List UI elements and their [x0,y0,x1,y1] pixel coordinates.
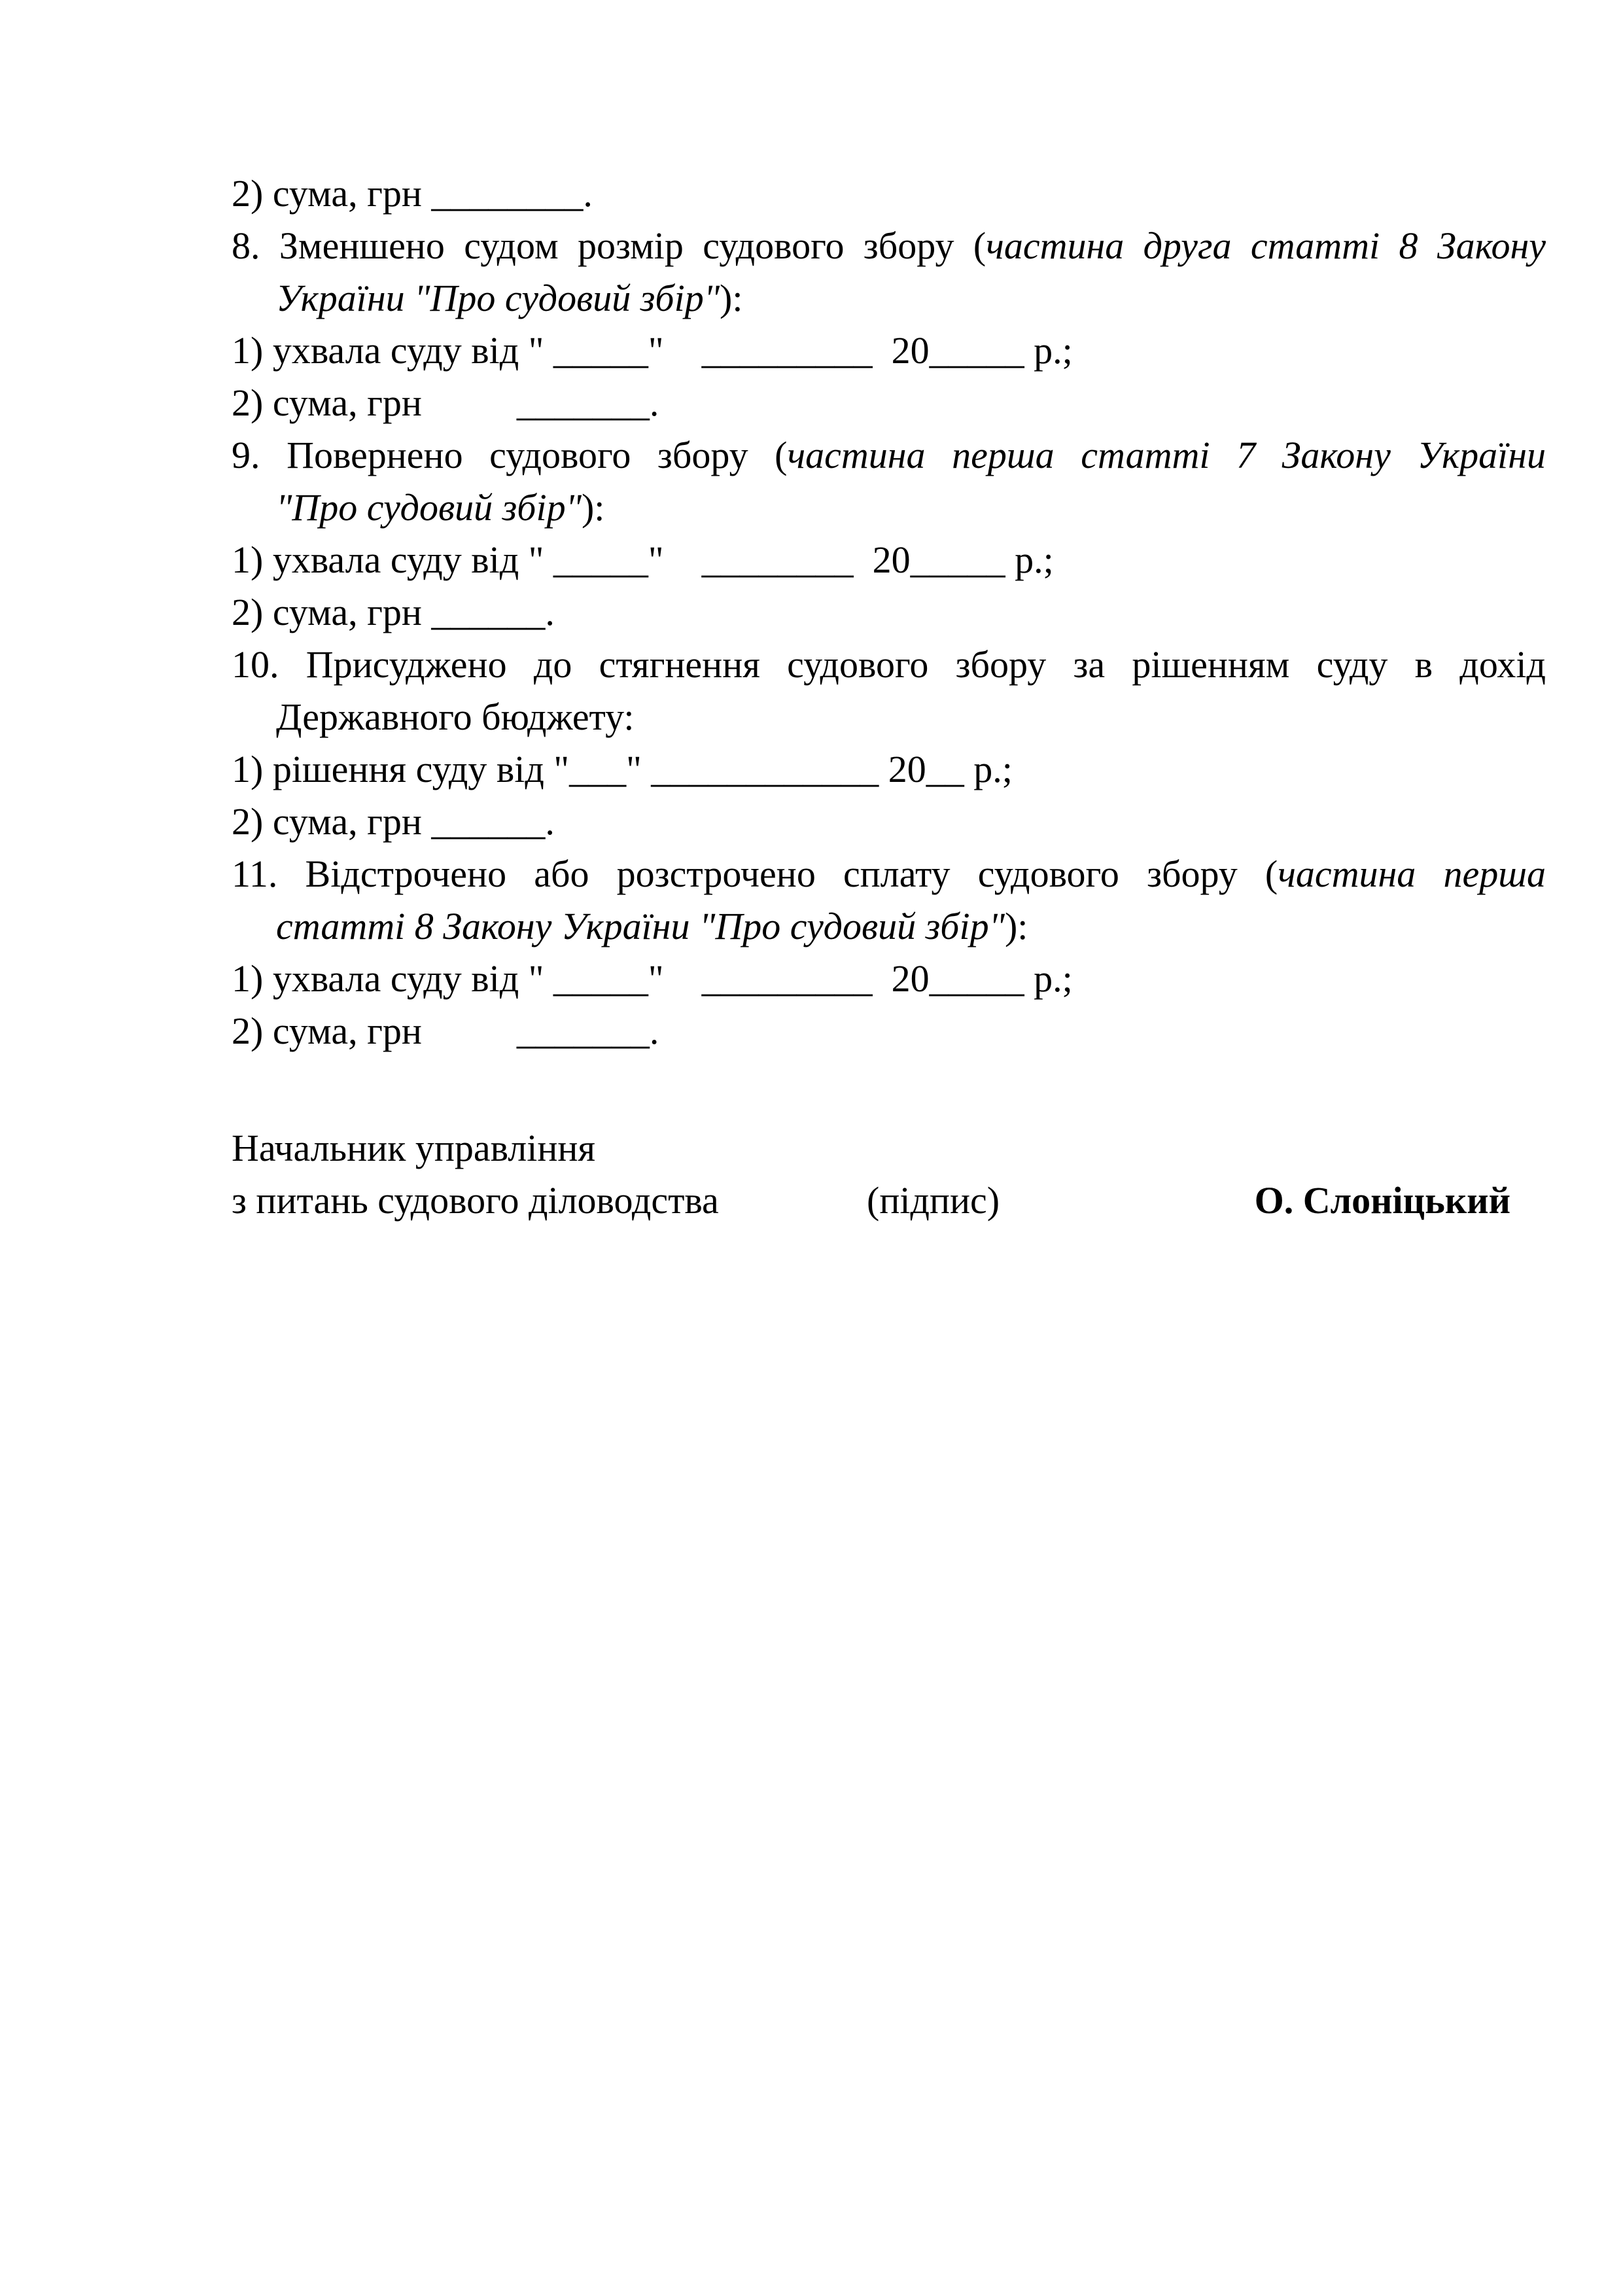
text-segment: ): [720,277,743,319]
text-segment: 11. Відстрочено або розстрочено сплату судового збору ( [232,853,1278,895]
sum-line-top: 2) сума, грн ________. [232,172,593,215]
signature-placeholder: (підпис) [867,1179,1000,1222]
item11-ruling-date-line: 1) ухвала суду від " _____" _________ 20_____ р.; [232,957,1073,1000]
text-segment: Державного бюджету: [276,696,635,738]
item8-ruling-date-line: 1) ухвала суду від " _____" _________ 20_____ р.; [232,329,1073,372]
item10-sum-line: 2) сума, грн ______. [232,800,555,843]
text-segment: 9. Повернено судового збору ( [232,434,788,476]
item10-decision-date-line: 1) рішення суду від "___" ____________ 20__ р.; [232,748,1013,790]
legal-reference-italic: України "Про судовий збір" [276,277,720,319]
item11-title-line2 [232,900,1546,953]
item11-sum-line: 2) сума, грн _______. [232,1010,659,1052]
legal-reference-italic: "Про судовий збір" [276,486,582,529]
item9-title-line1 [232,429,1546,482]
item8-title-line2 [232,272,1546,325]
item9-ruling-date-line: 1) ухвала суду від " _____" ________ 20_____ р.; [232,539,1054,581]
item9-title-line2 [232,482,1546,534]
signature-row [232,1174,1546,1227]
item8-title-line1 [232,220,1546,272]
item11-title-line1 [232,848,1546,900]
legal-reference-italic: частина друга статті 8 Закону [986,224,1546,267]
signatory-name: О. Слоніцький [1254,1179,1510,1222]
legal-reference-italic: частина перша [1278,853,1546,895]
item8-sum-line: 2) сума, грн _______. [232,381,659,424]
signature-position-line2: з питань судового діловодства [232,1179,719,1222]
item9-sum-line: 2) сума, грн ______. [232,591,555,633]
legal-reference-italic: частина перша статті 7 Закону України [787,434,1546,476]
item10-title-line1 [232,639,1546,691]
text-segment: ): [1004,905,1028,947]
text-segment: 8. Зменшено судом розмір судового збору ( [232,224,986,267]
signature-position-line1: Начальник управління [232,1127,596,1169]
text-segment: ): [581,486,605,529]
text-segment: 10. Присуджено до стягнення судового збору за рішенням суду в дохід [232,643,1546,686]
signature-block [232,1122,1546,1227]
legal-reference-italic: статті 8 Закону України "Про судовий збір" [276,905,1005,947]
item10-title-line2 [232,691,1546,743]
